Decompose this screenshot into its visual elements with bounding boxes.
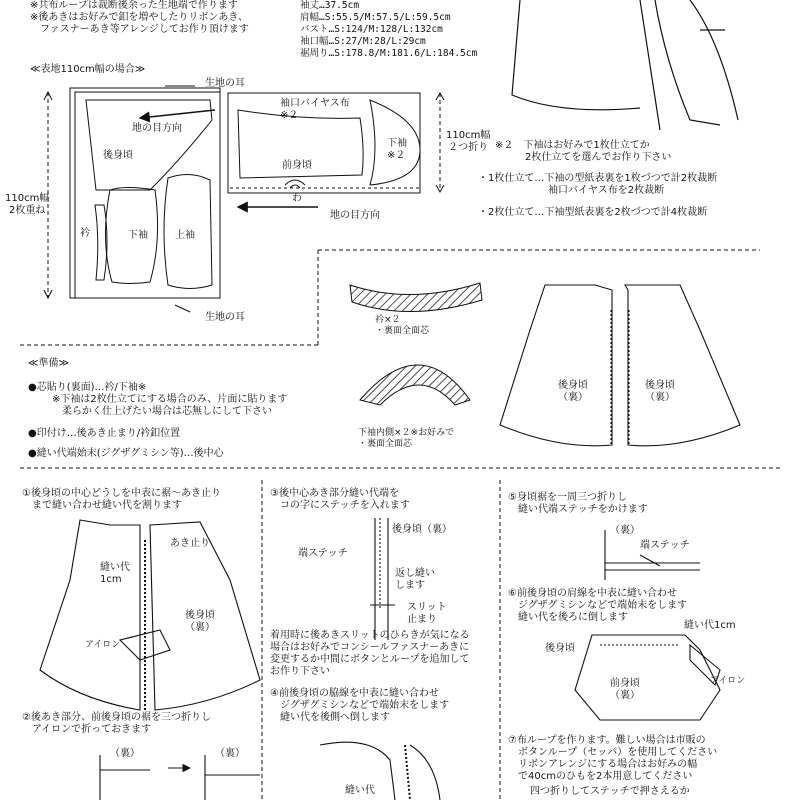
garment-sketch (512, 0, 738, 130)
step-6-back: 後身頃 (545, 643, 575, 654)
step-3-kaeshi: 返し縫い します (395, 568, 435, 591)
step-5-stitch: 端ステッチ (640, 540, 690, 551)
step6-figure (575, 635, 720, 720)
prep-item-1: ●芯貼り(裏面)…衿/下袖※ (28, 382, 147, 393)
note-loop: ※共布ループは裁断後余った生地端で作ります (30, 0, 238, 11)
step-7-note: 四つ折りしてステッチで押さえるか (530, 786, 690, 797)
prep-item-3: ●縫い代端始末(ジグザグミシン等)…後中心 (28, 448, 224, 459)
step-2-ura-1: （裏） (110, 748, 140, 759)
step-2-text: ②後あき部分、前後身頃の裾を三つ折りし アイロンで折っておきます (22, 712, 211, 735)
piece-collar: 衿 (80, 228, 90, 239)
note-arrange-2: ファスナーあき等アレンジしてお作り頂けます (30, 24, 249, 35)
prep-title: ≪準備≫ (28, 358, 69, 369)
step-1-text: ①後身頃の中心どうしを中表に裾～あき止り まで縫い合わせ縫い代を割ります (22, 488, 221, 511)
step-1-akidomari: あき止り (170, 538, 210, 549)
interfacing-pieces (350, 283, 482, 405)
measurement-sleeve-length: 袖丈…37.5cm (300, 0, 360, 11)
step5-figure (605, 530, 700, 580)
piece-front: 前身頃 (282, 160, 312, 171)
step-7-text: ⑦布ループを作ります。難しい場合は市販の ボタンループ（セッパ）を使用してください リボンアレンジにする場合はお好みの幅 で40cmのひもを2本用意してください (508, 735, 718, 782)
width-left: 110cm幅 2枚重ね (5, 193, 50, 216)
piece-back: 後身頃 (103, 150, 133, 161)
back-bodies (500, 285, 740, 446)
piece-bias: 袖口バイヤス布 ※２ (280, 98, 350, 121)
step-1-iron: アイロン (85, 640, 121, 650)
step-1-seam: 縫い代 1cm (100, 562, 130, 585)
step-6-front: 前身頃 （裏） (610, 678, 640, 701)
cutting-layout (44, 86, 444, 312)
measurement-cuff: 袖口幅…S:27/M:28/L:29cm (300, 36, 426, 47)
step-1-back: 後身頃 （裏） (185, 610, 215, 633)
back-right-label: 後身頃 （裏） (645, 380, 675, 403)
collar-label: 衿×２ ・裏面全面芯 (375, 315, 430, 336)
step-6-iron: アイロン (710, 676, 746, 686)
sleeve-inner-label: 下袖内側×２※お好みで ・裏面全面芯 (358, 428, 455, 449)
step-3-stitch: 端ステッチ (298, 548, 348, 559)
option-1: ・1枚仕立て…下袖の型紙表裏を1枚づつで計2枚裁断 袖口バイヤス布を2枚裁断 (478, 173, 718, 196)
measurement-hem: 裾周り…S:178.8/M:181.6/L:184.5cm (300, 48, 478, 59)
prep-item-1-note: ※下袖は2枚仕立てにする場合のみ、片面に貼ります 柔らかく仕上げたい場合は芯無しにして下さい (52, 394, 288, 417)
option-2: ・2枚仕立て…下袖型紙表裏を2枚づつで計4枚裁断 (478, 207, 708, 218)
selvage-bottom: 生地の耳 (205, 312, 245, 323)
grain-label-1: 地の目方向 (132, 123, 182, 134)
fold-mark: わ (292, 193, 302, 204)
piece-upper-sleeve: 上袖 (175, 230, 195, 241)
width-right: 110cm幅 ２つ折り (446, 130, 491, 153)
step4-figure (320, 742, 440, 800)
prep-item-2: ●印付け…後あき止まり/衿釦位置 (28, 428, 181, 439)
step-3-back: 後身頃（裏） (392, 524, 452, 535)
note-2: ※２ 下袖はお好みで1枚仕立てか 2枚仕立てを選んでお作り下さい (495, 140, 672, 163)
step2-figure (100, 755, 260, 800)
step-5-text: ⑤身頃裾を一周三つ折りし 縫い代端ステッチをかけます (508, 492, 648, 515)
step-4-seam: 縫い代 (345, 785, 375, 796)
step3-figure (370, 518, 395, 640)
layout-title: ≪表地110cm幅の場合≫ (30, 64, 146, 75)
measurement-shoulder: 肩幅…S:55.5/M:57.5/L:59.5cm (300, 12, 451, 23)
step1-figure (40, 520, 260, 710)
measurement-bust: バスト…S:124/M:128/L:132cm (300, 24, 443, 35)
step-5-ura: （裏） (610, 525, 640, 536)
step-3-slit: スリット 止まり (407, 602, 447, 625)
piece-lower-fold: 下袖 ※２ (387, 138, 407, 161)
step-3-note: 着用時に後あきスリットのひらきが気になる 場合はお好みでコンシールファスナーあきに 変更するか中間にボタンとループを追加して お作り下さい (270, 630, 470, 677)
note-arrange-1: ※後あきはお好みで釦を増やしたりリボンあき、 (30, 12, 248, 23)
step-4-text: ④前後身頃の脇線を中表に縫い合わせ ジグザグミシンなどで端始末をします 縫い代を後側へ倒します (270, 688, 450, 723)
back-left-label: 後身頃 （裏） (558, 380, 588, 403)
grain-label-2: 地の目方向 (330, 210, 380, 221)
step-2-ura-2: （裏） (215, 748, 245, 759)
selvage-top: 生地の耳 (205, 78, 245, 89)
step-6-text: ⑥前後身頃の肩線を中表に縫い合わせ ジグザグミシンなどで端始末をします 縫い代を後ろに倒します (508, 588, 688, 623)
piece-lower-sleeve: 下袖 (128, 230, 148, 241)
step-6-seam: 縫い代1cm (684, 620, 736, 631)
step-3-text: ③後中心あき部分縫い代端を コの字にステッチを入れます (270, 488, 410, 511)
